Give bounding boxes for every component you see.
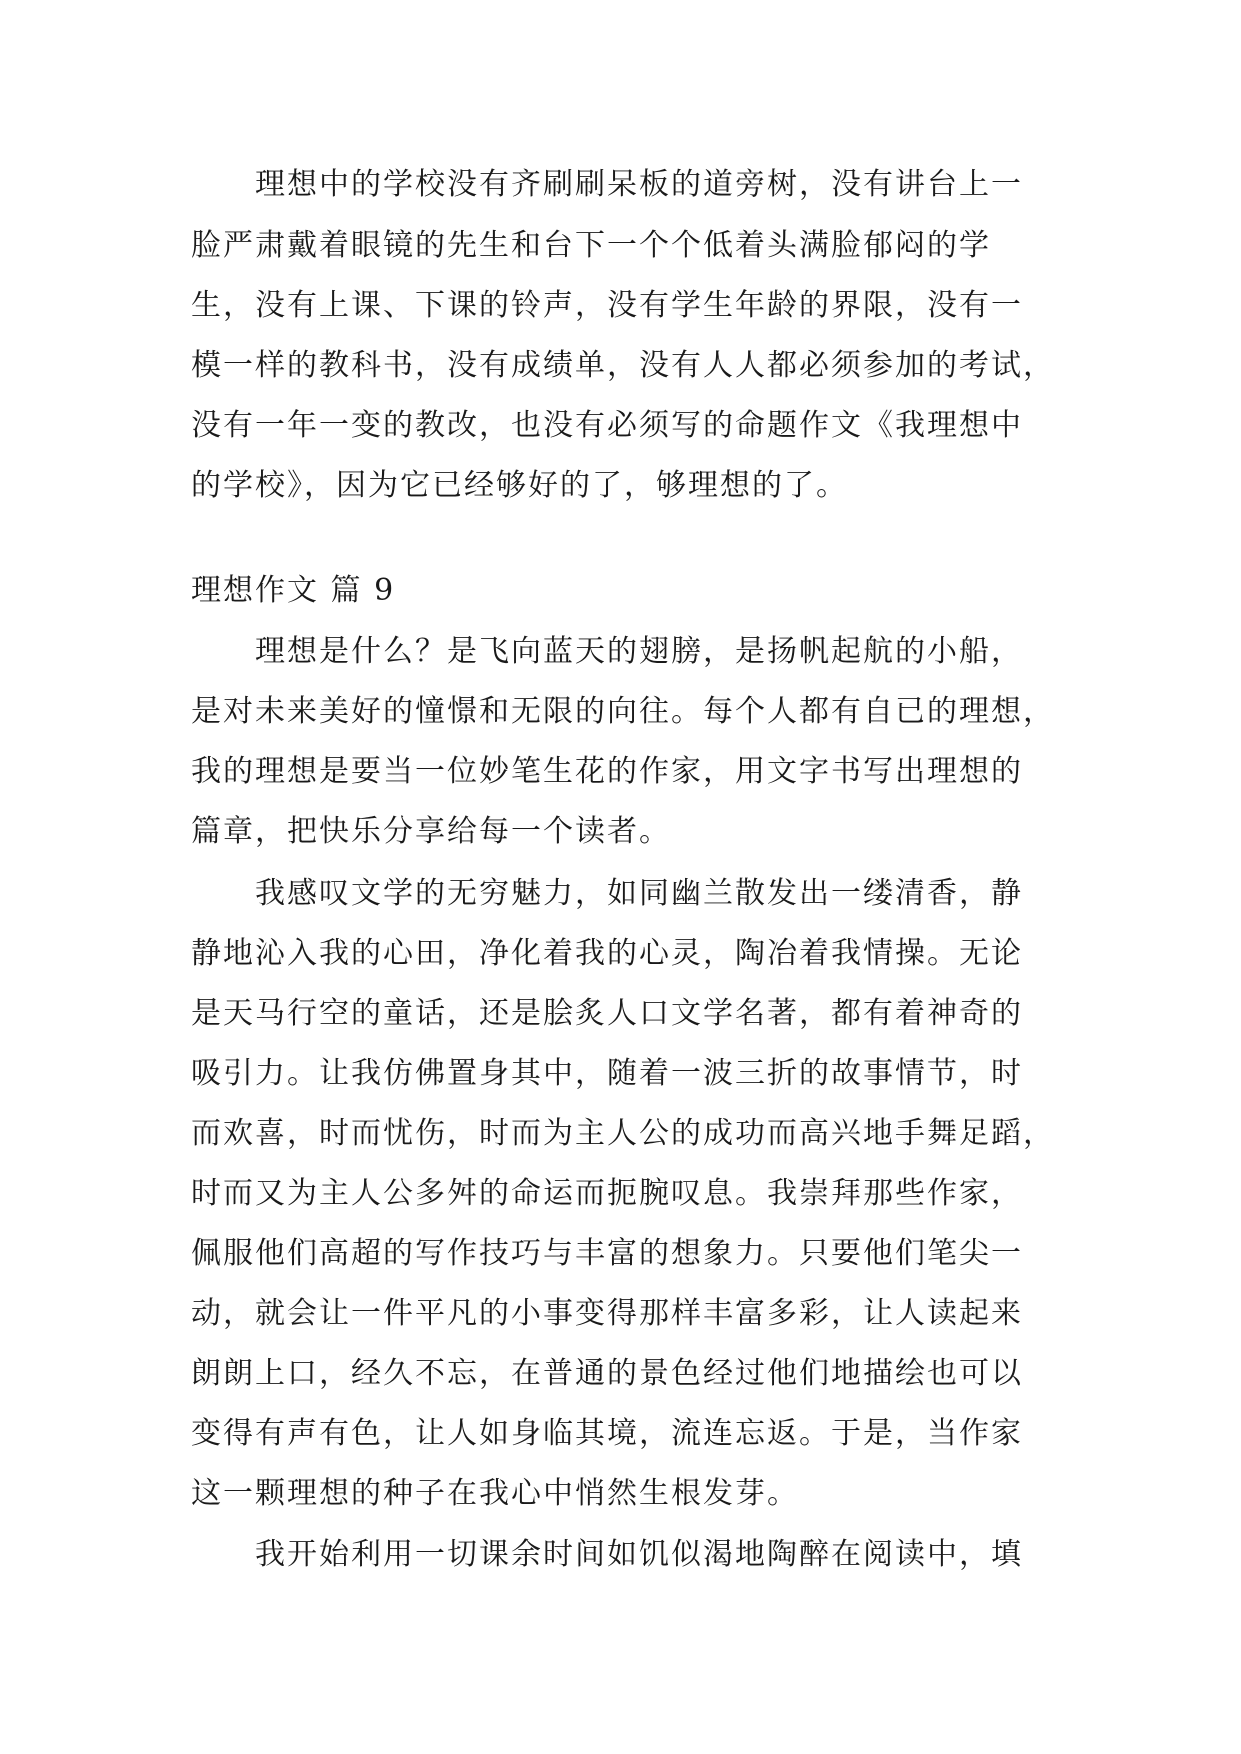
text-line: 模一样的教科书，没有成绩单，没有人人都必须参加的考试， [191, 348, 1055, 383]
text-line: 变得有声有色，让人如身临其境，流连忘返。于是，当作家 [191, 1416, 1023, 1451]
text-line: 朗朗上口，经久不忘，在普通的景色经过他们地描绘也可以 [191, 1356, 1023, 1391]
text-line: 时而又为主人公多舛的命运而扼腕叹息。我崇拜那些作家， [191, 1176, 1023, 1211]
text-line: 佩服他们高超的写作技巧与丰富的想象力。只要他们笔尖一 [191, 1236, 1023, 1271]
text-line: 这一颗理想的种子在我心中悄然生根发芽。 [191, 1476, 799, 1511]
text-line: 生，没有上课、下课的铃声，没有学生年龄的界限，没有一 [191, 288, 1023, 323]
text-line: 篇章，把快乐分享给每一个读者。 [191, 814, 671, 849]
text-line: 是对未来美好的憧憬和无限的向往。每个人都有自已的理想， [191, 694, 1055, 729]
text-line: 我的理想是要当一位妙笔生花的作家，用文字书写出理想的 [191, 754, 1023, 789]
text-line: 我感叹文学的无穷魅力，如同幽兰散发出一缕清香，静 [255, 876, 1023, 911]
text-line: 吸引力。让我仿佛置身其中，随着一波三折的故事情节，时 [191, 1056, 1023, 1091]
section-title: 理想作文 篇 9 [191, 573, 396, 608]
text-line: 没有一年一变的教改，也没有必须写的命题作文《我理想中 [191, 408, 1023, 443]
text-line: 的学校》，因为它已经够好的了，够理想的了。 [191, 468, 848, 503]
text-line: 理想是什么？是飞向蓝天的翅膀，是扬帆起航的小船， [255, 634, 1023, 669]
text-line: 动，就会让一件平凡的小事变得那样丰富多彩，让人读起来 [191, 1296, 1023, 1331]
text-line: 静地沁入我的心田，净化着我的心灵，陶冶着我情操。无论 [191, 936, 1023, 971]
text-line: 是天马行空的童话，还是脍炙人口文学名著，都有着神奇的 [191, 996, 1023, 1031]
text-line: 而欢喜，时而忧伤，时而为主人公的成功而高兴地手舞足蹈， [191, 1116, 1055, 1151]
text-line: 理想中的学校没有齐刷刷呆板的道旁树，没有讲台上一 [255, 167, 1023, 202]
text-line: 我开始利用一切课余时间如饥似渴地陶醉在阅读中，填 [255, 1537, 1023, 1572]
text-line: 脸严肃戴着眼镜的先生和台下一个个低着头满脸郁闷的学 [191, 228, 991, 263]
